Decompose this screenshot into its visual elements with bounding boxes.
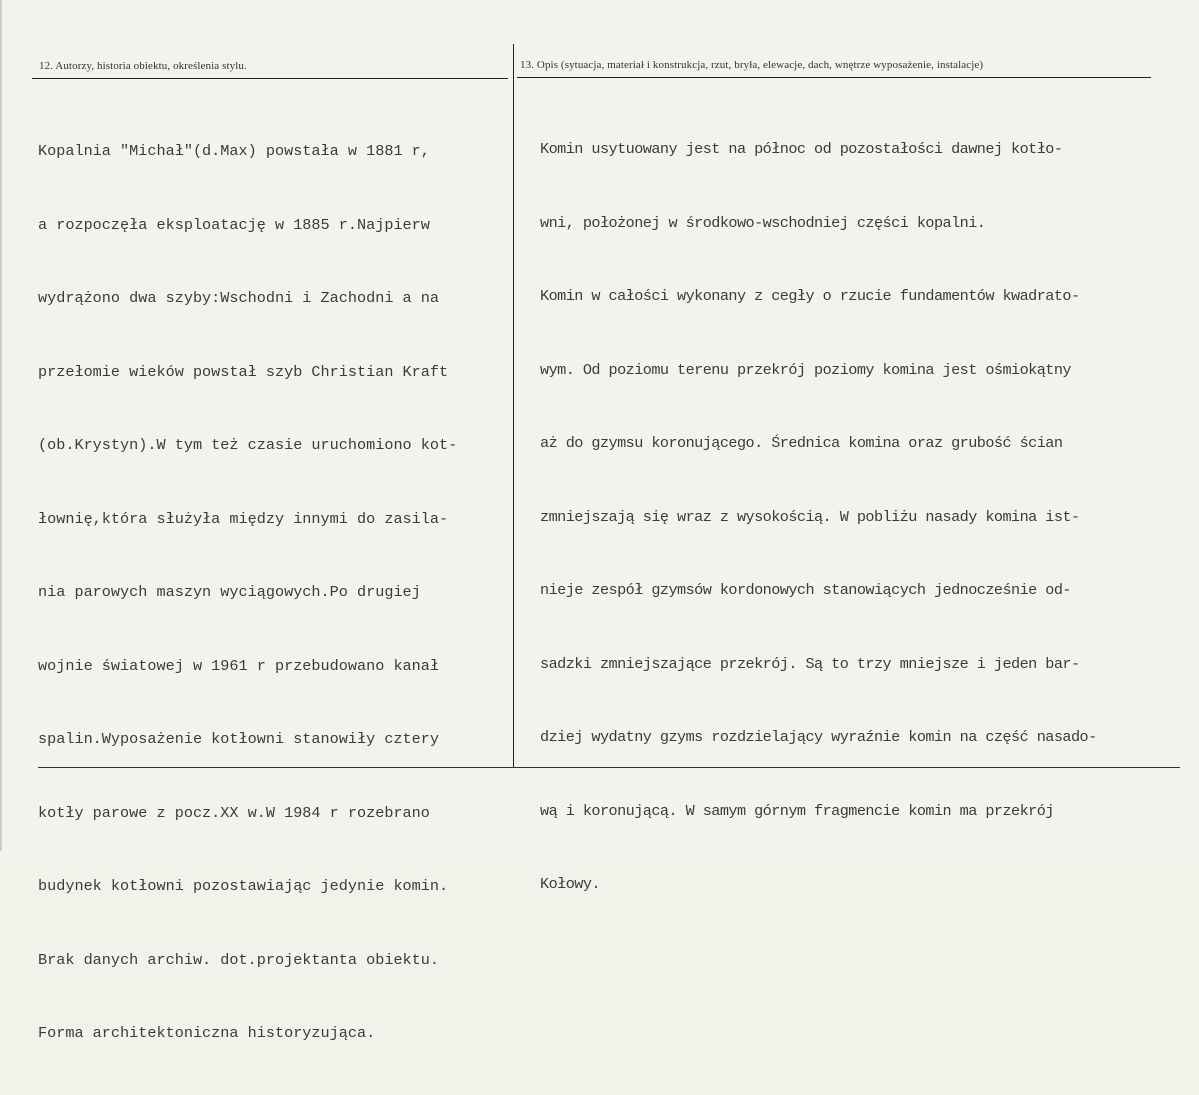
typed-line: Forma architektoniczna historyzująca. (38, 1024, 376, 1042)
typed-line: wojnie światowej w 1961 r przebudowano kanał (38, 656, 440, 675)
typed-line: przełomie wieków powstał szyb Christian Kraft (38, 362, 449, 381)
typed-line: łownię,która służyła między innymi do zasila- (38, 509, 449, 528)
typed-line: nia parowych maszyn wyciągowych.Po drugiej (38, 583, 421, 601)
typed-line: nieje zespół gzymsów kordonowych stanowiących jednocześnie od- (540, 581, 1071, 599)
typed-line: zmniejszają się wraz z wysokością. W pobliżu nasady komina ist- (540, 507, 1080, 526)
typed-line: dziej wydatny gzyms rozdzielający wyraźnie komin na część nasado- (540, 728, 1097, 746)
section-12-underline (32, 78, 508, 79)
typed-line: a rozpoczęła eksploatację w 1885 r.Najpierw (38, 215, 430, 234)
typed-line: Kopalnia "Michał"(d.Max) powstała w 1881 r, (38, 142, 430, 160)
typed-line: wym. Od poziomu terenu przekrój poziomy komina jest ośmiokątny (540, 360, 1071, 379)
typed-line: sadzki zmniejszające przekrój. Są to trzy mniejsze i jeden bar- (540, 654, 1080, 673)
section-13-heading: 13. Opis (sytuacja, materiał i konstrukcja, rzut, bryła, elewacje, dach, wnętrze wyposażenie, instalacje) (520, 59, 984, 71)
section-13-typed-text (540, 88, 1097, 946)
typed-line: (ob.Krystyn).W tym też czasie uruchomiono kot- (38, 436, 458, 454)
typed-line: budynek kotłowni pozostawiając jedynie komin. (38, 877, 449, 895)
section-12-heading: 12. Autorzy, historia obiektu, określenia stylu. (39, 60, 247, 72)
typed-line: wą i koronującą. W samym górnym fragmencie komin ma przekrój (540, 801, 1054, 820)
typed-line: Kołowy. (540, 875, 600, 893)
typed-line: Brak danych archiw. dot.projektanta obiektu. (38, 950, 440, 969)
section-12-typed-text (38, 90, 457, 1095)
typed-line: Komin w całości wykonany z cegły o rzucie fundamentów kwadrato- (540, 287, 1080, 305)
column-divider (513, 44, 514, 768)
typed-line: wni, położonej w środkowo-wschodniej części kopalni. (540, 213, 986, 232)
typed-line: aż do gzymsu koronującego. Średnica komina oraz grubość ścian (540, 434, 1063, 452)
bottom-rule (38, 767, 1180, 768)
typed-line: kotły parowe z pocz.XX w.W 1984 r rozebrano (38, 803, 430, 822)
section-13-underline (517, 77, 1151, 78)
typed-line: spalin.Wyposażenie kotłowni stanowiły cztery (38, 730, 440, 748)
typed-line: Komin usytuowany jest na północ od pozostałości dawnej kotło- (540, 140, 1063, 158)
typed-line: wydrążono dwa szyby:Wschodni i Zachodni a na (38, 289, 440, 307)
